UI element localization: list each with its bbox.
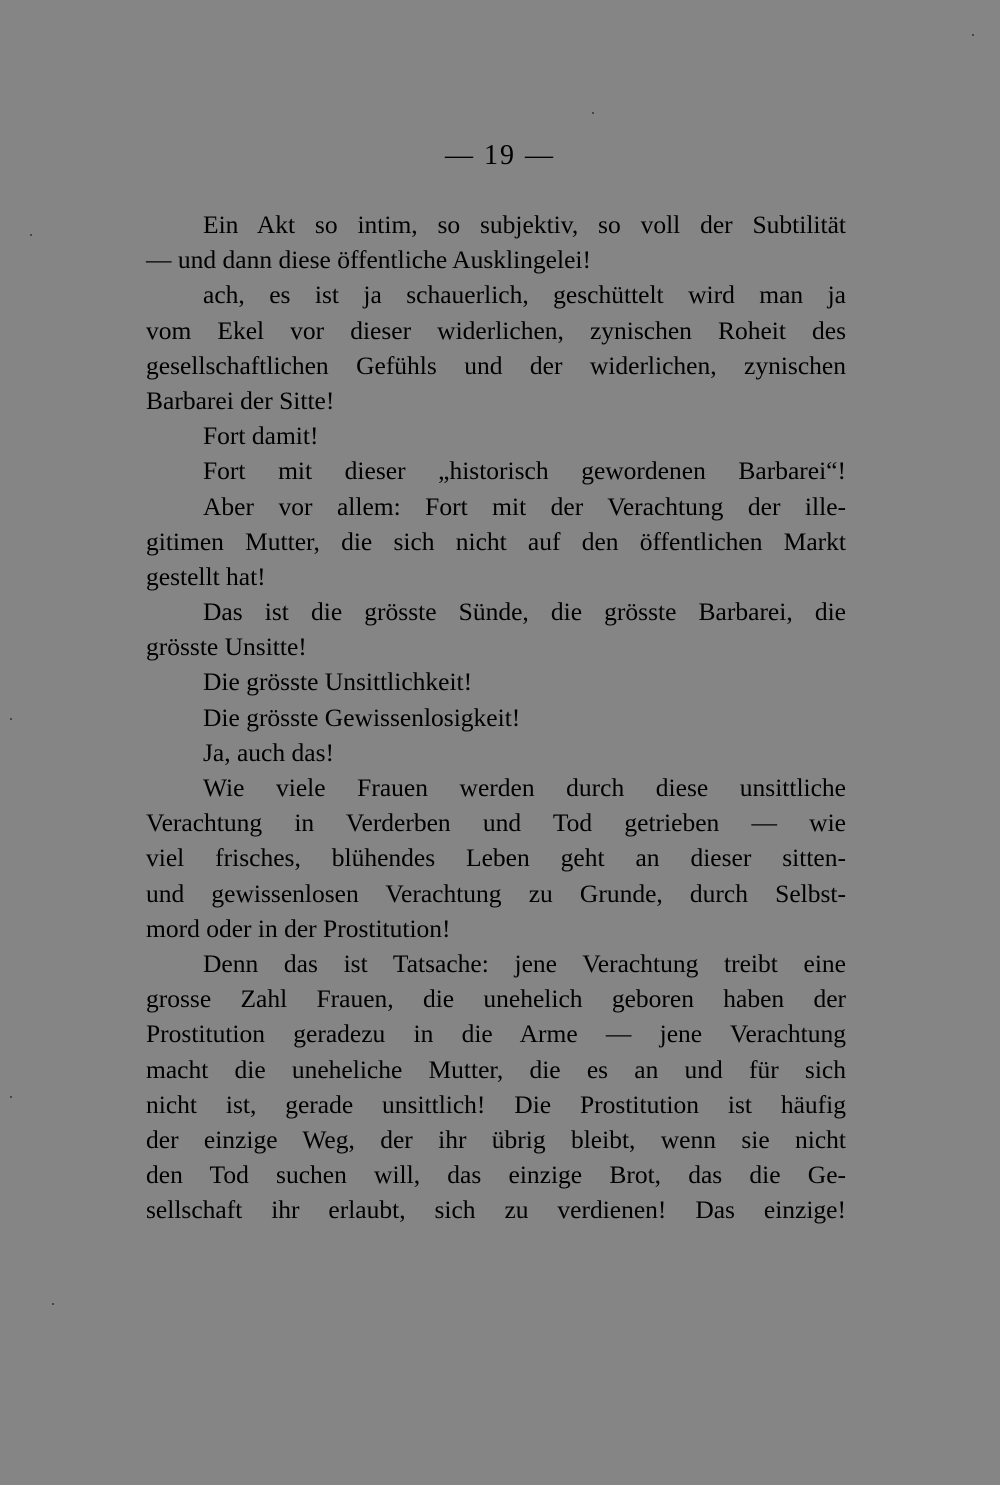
body-text bbox=[146, 207, 846, 1227]
scan-speck bbox=[10, 1096, 12, 1098]
scan-speck bbox=[52, 1303, 54, 1305]
text-line: Die grösste Unsittlichkeit! bbox=[203, 667, 473, 697]
text-line: Ein Akt so intim, so subjektiv, so voll der Subtilität bbox=[203, 210, 846, 239]
text-line: macht die uneheliche Mutter, die es an und für sich bbox=[146, 1054, 846, 1084]
text-line: Verachtung in Verderben und Tod getrieben — wie bbox=[146, 808, 846, 838]
text-line: Fort mit dieser „historisch gewordenen Barbarei“! bbox=[203, 456, 846, 486]
scan-speck bbox=[592, 112, 594, 114]
text-line: grosse Zahl Frauen, die unehelich geboren haben der bbox=[146, 984, 846, 1014]
text-line: Prostitution geradezu in die Arme — jene Verachtung bbox=[146, 1019, 846, 1049]
text-line: gitimen Mutter, die sich nicht auf den öffentlichen Markt bbox=[146, 526, 846, 556]
text-line: Wie viele Frauen werden durch diese unsittliche bbox=[203, 773, 846, 802]
text-line: viel frisches, blühendes Leben geht an dieser sitten- bbox=[146, 843, 846, 873]
text-line: Denn das ist Tatsache: jene Verachtung treibt eine bbox=[203, 948, 846, 978]
text-line: ach, es ist ja schauerlich, geschüttelt wird man ja bbox=[203, 280, 846, 310]
text-line: den Tod suchen will, das einzige Brot, das die Ge- bbox=[146, 1160, 846, 1190]
scan-speck bbox=[10, 718, 12, 720]
text-line: und gewissenlosen Verachtung zu Grunde, durch Selbst- bbox=[146, 878, 846, 908]
text-line: Das ist die grösste Sünde, die grösste Barbarei, die bbox=[203, 597, 846, 627]
scan-speck bbox=[972, 34, 974, 36]
text-line: der einzige Weg, der ihr übrig bleibt, wenn sie nicht bbox=[146, 1124, 846, 1154]
text-line: grösste Unsitte! bbox=[146, 632, 307, 662]
text-line: Die grösste Gewissenlosigkeit! bbox=[203, 702, 521, 732]
text-line: Barbarei der Sitte! bbox=[146, 385, 335, 415]
text-line: mord oder in der Prostitution! bbox=[146, 913, 451, 943]
text-line: vom Ekel vor dieser widerlichen, zynischen Roheit des bbox=[146, 315, 846, 345]
text-line: gestellt hat! bbox=[146, 561, 266, 591]
text-line: gesellschaftlichen Gefühls und der widerlichen, zynischen bbox=[146, 350, 846, 380]
text-line: Fort damit! bbox=[203, 421, 319, 451]
text-line: Ja, auch das! bbox=[203, 737, 334, 767]
text-line: sellschaft ihr erlaubt, sich zu verdienen! Das einzige! bbox=[146, 1195, 846, 1225]
scan-speck bbox=[30, 234, 32, 236]
page-number: — 19 — bbox=[445, 140, 555, 171]
text-line: nicht ist, gerade unsittlich! Die Prostitution ist häufig bbox=[146, 1089, 846, 1119]
text-line: Aber vor allem: Fort mit der Verachtung der ille- bbox=[203, 491, 846, 521]
text-line: — und dann diese öffentliche Ausklingelei! bbox=[146, 245, 591, 275]
